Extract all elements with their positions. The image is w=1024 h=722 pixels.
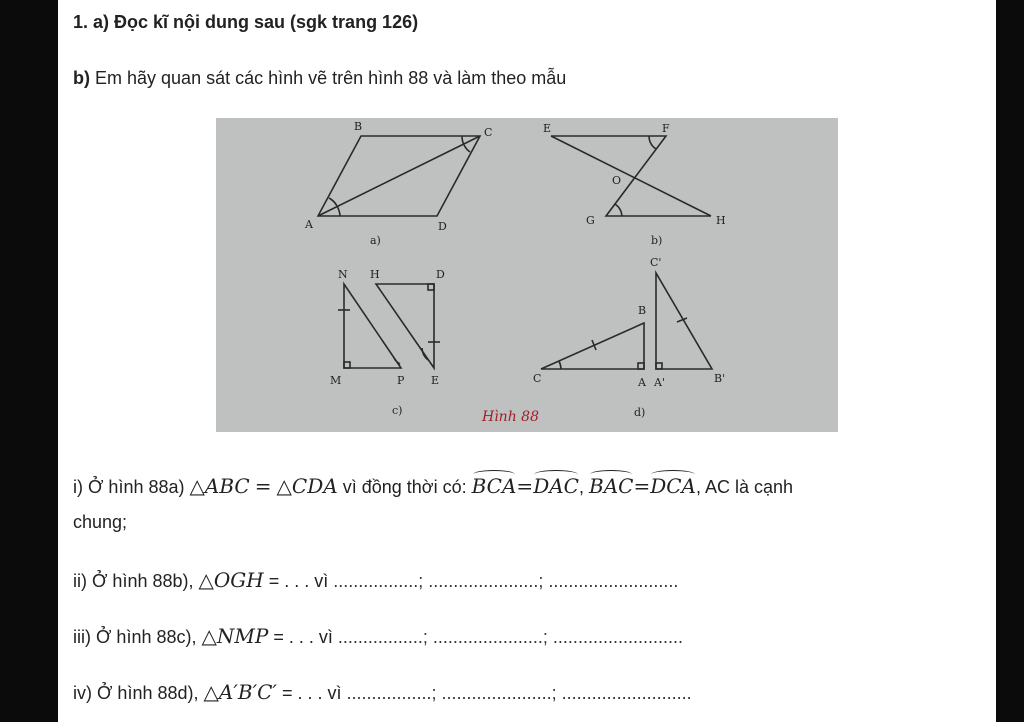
part-a-text: a) Đọc kĩ nội dung sau (sgk trang 126) [93,12,419,32]
label-a-point-c: C [484,126,493,139]
label-a-point-a: A [305,218,313,231]
item-ii-triangle: △OGH [198,568,264,592]
part-b-text: Em hãy quan sát các hình vẽ trên hình 88 và làm theo mẫu [95,68,567,88]
item-iii-prefix: iii) Ở hình 88c), [73,627,197,647]
triangle-abc [541,323,644,369]
label-c-point-m: M [330,374,342,387]
item-ii-prefix: ii) Ở hình 88b), [73,571,194,591]
part-b [73,68,566,89]
item-i-line-2: chung; [73,512,128,532]
angle-bac: BAC [589,474,634,498]
item-i-triangle-1: △ABC [189,474,250,498]
label-b-point-g: G [586,214,595,227]
item-iii-rest: = . . . vì [273,627,333,647]
figure-88 [216,118,838,432]
angle-dac: DAC [533,474,579,498]
item-i-equals: = [254,474,272,498]
angle-dca: DCA [650,474,696,498]
right-angle-a [638,363,644,369]
diagonal-ac [318,136,480,216]
label-b-point-f: F [662,122,670,135]
label-c-point-e: E [431,374,440,387]
item-ii-rest: = . . . vì [268,571,329,591]
label-d-point-a-prime: A' [654,376,665,389]
angle-mark-a2 [329,198,337,206]
exercise-number: 1. [73,12,89,32]
item-iii-triangle: △NMP [201,624,269,648]
segment-eh [551,136,711,216]
sublabel-a: a) [370,234,381,247]
label-d-point-c: C [533,372,542,385]
label-b-point-o: O [612,174,622,187]
triangle-hde [376,284,434,368]
label-c-point-d: D [436,268,445,281]
angle-mark-c-d [559,361,561,369]
label-d-point-b: B [638,304,647,317]
label-b-point-e: E [543,122,552,135]
part-b-label: b) [73,68,90,88]
item-iv-rest: = . . . vì [281,683,342,703]
label-b-point-h: H [716,214,726,227]
right-angle-m [344,362,350,368]
item-iii [73,624,683,648]
item-iii-blanks: .................; ......................; .......................... [337,627,683,647]
item-i-triangle-2: △CDA [276,474,338,498]
exercise-heading [73,12,418,33]
sublabel-d: d) [634,406,646,419]
angle-mark-c2 [464,145,470,152]
item-iv-triangle: △A′B′C′ [203,680,277,704]
item-ii [73,568,678,592]
item-ii-blanks: .................; ......................; .......................... [333,571,679,591]
angle-mark-c1 [462,136,464,145]
sublabel-c: c) [392,404,403,417]
label-c-point-n: N [338,268,348,281]
right-angle-d [428,284,434,290]
figure-caption: Hình 88 [482,409,539,425]
item-i [73,474,793,498]
item-i-prefix: i) Ở hình 88a) [73,477,185,497]
figure-88-drawing [216,118,838,432]
item-i-equals-3: = [633,474,651,498]
sublabel-b: b) [651,234,663,247]
label-c-point-p: P [397,374,405,387]
angle-bca: BCA [471,474,517,498]
right-angle-a-prime [656,363,662,369]
label-a-point-d: D [438,220,447,233]
angle-mark-g [615,204,622,216]
label-a-point-b: B [354,120,363,133]
item-iv [73,680,692,704]
angle-mark-a1 [337,206,340,216]
angle-mark-f [649,136,656,149]
label-d-point-a: A [638,376,646,389]
label-c-point-h: H [370,268,380,281]
label-d-point-c-prime: C' [650,256,662,269]
item-i-equals-2: = [516,474,534,498]
item-i-tail: , AC là cạnh [696,477,794,497]
triangle-abc-prime [656,273,712,369]
item-i-middle-text: vì đồng thời có: [342,477,467,497]
page-gutter [996,0,1024,722]
label-d-point-b-prime: B' [714,372,726,385]
item-i-comma: , [578,477,584,497]
triangle-nmp [344,284,401,368]
item-iv-blanks: .................; ......................; .......................... [346,683,692,703]
item-iv-prefix: iv) Ở hình 88d), [73,683,199,703]
